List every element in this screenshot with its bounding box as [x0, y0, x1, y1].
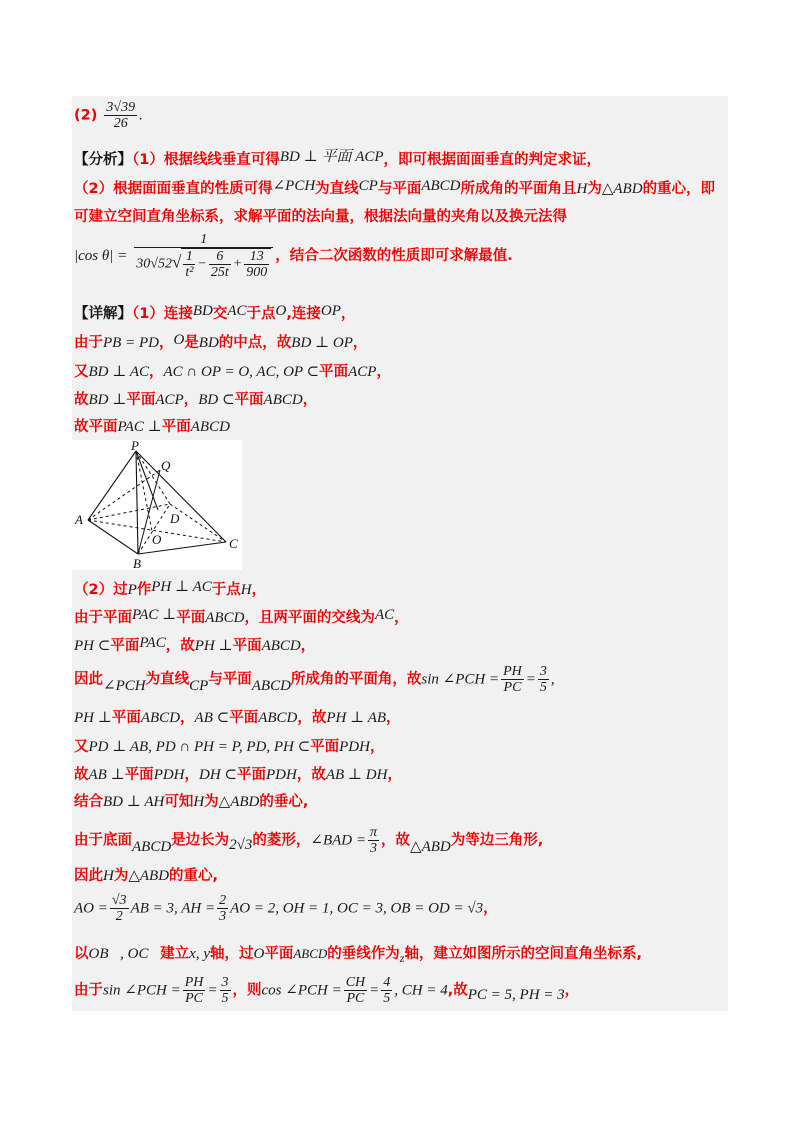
detail-math: cos ∠PCH = — [261, 982, 342, 999]
detail-text: 于点 — [211, 582, 241, 598]
detail-math: 2√3 — [229, 836, 253, 853]
detail-math: PD ⊥ AB, PD ∩ PH = P, PD, PH ⊂ — [88, 739, 311, 755]
detail-math: H — [103, 868, 114, 884]
detail-math: BD ⊥ AH — [103, 794, 165, 810]
detail-math: = — [207, 982, 218, 999]
detail-text: 是 — [184, 335, 199, 351]
detail-text: ， — [394, 610, 409, 626]
fraction-sqrt3-2 — [110, 893, 129, 924]
detail-line-15 — [74, 864, 218, 885]
detail-text: 平面 — [124, 767, 154, 783]
analysis-math: △ABD — [601, 181, 643, 197]
detail-math: = — [525, 671, 536, 688]
analysis-text: 的重心，即 — [642, 181, 716, 197]
formula-fraction — [134, 232, 273, 280]
detail-math: ABCD — [261, 638, 301, 654]
term-den: t² — [185, 265, 194, 280]
detail-math: P — [127, 582, 137, 598]
detail-text: 故 — [74, 392, 89, 408]
detail-math: ∠BAD = — [310, 832, 367, 849]
detail-math: , CH = 4 — [394, 982, 448, 999]
fraction-2-3 — [217, 893, 228, 924]
detail-math: PDH — [339, 739, 370, 755]
analysis-line-2 — [74, 177, 715, 198]
edge-AB — [88, 520, 138, 554]
analysis-text: 与平面 — [377, 181, 422, 197]
detail-math: H — [240, 582, 252, 598]
sqrt-icon: √ — [171, 252, 182, 272]
detail-math: ABCD — [251, 677, 291, 694]
detail-text: ， — [302, 392, 318, 408]
detail-line-4 — [74, 388, 317, 409]
detail-text: 平面 — [310, 739, 340, 755]
detail-math: AB ⊥ DH — [325, 767, 388, 783]
analysis-math: ABCD — [421, 178, 461, 194]
detail-math: PH ⊥ — [194, 638, 233, 654]
formula-radicand — [181, 248, 271, 280]
detail-text: ，故 — [381, 832, 411, 849]
detail-math: AC — [374, 607, 395, 623]
answer-numerator: 3√39 — [106, 100, 136, 115]
label-P: P — [131, 440, 139, 453]
detail-text: ，故 — [297, 710, 327, 726]
detail-math: H — [193, 794, 205, 810]
detail-math: = — [369, 982, 380, 999]
analysis-text: 为 — [587, 181, 602, 197]
detail-math: DH ⊂ — [199, 767, 237, 783]
frac-den: PC — [346, 991, 365, 1006]
detail-text: ， — [158, 335, 174, 351]
detail-math: BD ⊥ AC — [88, 364, 149, 380]
detail-text: 所成角的平面角，故 — [290, 671, 422, 688]
detail-text: 作 — [136, 582, 152, 598]
detail-math: ABCD — [263, 392, 303, 408]
edge-PC — [136, 451, 226, 542]
detail-text: 因此 — [74, 671, 103, 688]
detail-text: 由于 — [74, 335, 103, 351]
detail-math: AO = 2, OH = 1, OC = 3, OB = OD = √3 — [230, 900, 484, 917]
frac-num: √3 — [111, 893, 127, 908]
detail-text: 平面 — [126, 392, 156, 408]
analysis-text: ，结合二次函数的性质即可求解最值. — [275, 248, 513, 264]
pyramid-figure — [72, 440, 242, 570]
detail-text: ， — [251, 582, 267, 598]
detail-math: AC ∩ OP = O, AC, OP ⊂ — [163, 364, 320, 380]
detail-line-8 — [74, 634, 315, 655]
detail-math: ACP — [348, 364, 377, 380]
detail-text: 平面 — [234, 392, 264, 408]
detail-text: 因此 — [74, 868, 103, 884]
frac-num: 3 — [221, 975, 229, 990]
detail-math: AB ⊂ — [194, 710, 230, 726]
frac-den: 3 — [219, 909, 227, 924]
detail-math: ACP — [155, 392, 184, 408]
detail-text: 的重心, — [169, 868, 219, 884]
formula-lhs: |cos θ| = — [74, 248, 128, 264]
detail-text: 建立 — [160, 946, 190, 962]
detail-line-3 — [74, 360, 391, 381]
answer-denominator: 26 — [113, 116, 128, 131]
detail-math: ABCD — [258, 710, 298, 726]
label-A: A — [75, 512, 83, 527]
analysis-text: 所成角的平面角且 — [460, 181, 577, 197]
detail-text: （1）连接 — [132, 306, 193, 322]
detail-math: BD ⊂ — [198, 392, 235, 408]
detail-line-16 — [74, 893, 498, 924]
frac-den: 5 — [539, 680, 547, 695]
detail-text: ， — [369, 739, 385, 755]
detail-text: 平面 — [229, 710, 259, 726]
detail-text: 平面 — [111, 710, 141, 726]
frac-num: 4 — [383, 975, 391, 990]
pyramid-diagram — [72, 440, 242, 570]
detail-math: ABCD — [132, 838, 172, 855]
analysis-text: （2）根据面面垂直的性质可得 — [74, 181, 273, 197]
detail-text: 的垂线作为 — [327, 946, 400, 962]
detail-text: 为直线 — [145, 671, 190, 688]
detail-math: , — [550, 671, 555, 688]
detail-text: ， — [184, 767, 200, 783]
analysis-text: 为直线 — [315, 181, 359, 197]
detail-line-10 — [74, 706, 401, 727]
term-den: 25t — [210, 265, 229, 280]
detail-text: 由于 — [74, 982, 103, 999]
detail-text: 为 — [113, 868, 129, 884]
frac-den: 5 — [221, 991, 229, 1006]
detail-text: 由于平面 — [74, 610, 132, 626]
formula-term-1 — [183, 249, 195, 280]
detail-math: PH ⊥ — [74, 710, 112, 726]
detail-text: 由于底面 — [74, 832, 132, 849]
frac-num: PH — [184, 975, 204, 990]
term-sign: + — [232, 256, 243, 272]
frac-den: 2 — [115, 909, 123, 924]
detail-math: ABCD — [190, 419, 230, 435]
label-Q: Q — [161, 458, 171, 473]
analysis-math: BD ⊥ 平面 ACP — [279, 149, 384, 165]
detail-line-17 — [74, 942, 642, 963]
detail-text: ， — [183, 392, 199, 408]
detail-text: ,故 — [447, 982, 468, 999]
detail-math: AO = — [74, 900, 108, 917]
detail-math: CP — [189, 677, 209, 694]
detail-text: 故平面 — [74, 419, 118, 435]
detail-line-13 — [74, 790, 308, 811]
analysis-math: CP — [358, 178, 378, 194]
frac-num: PH — [503, 664, 522, 679]
detail-text: 平面 — [232, 638, 262, 654]
formula-numerator: 1 — [134, 232, 273, 248]
detail-math: ∠PCH — [103, 677, 146, 694]
detail-line-6 — [74, 578, 266, 599]
frac-num: 3 — [539, 664, 547, 679]
label-B: B — [133, 556, 141, 570]
detail-text: 平面 — [319, 364, 349, 380]
analysis-math: ∠PCH — [272, 178, 316, 194]
label-D: D — [170, 511, 180, 526]
detail-math: BD — [198, 335, 219, 351]
detail-text: 的中点，故 — [218, 335, 292, 351]
answer-label: (2) — [74, 107, 98, 124]
detail-math: ABCD — [293, 946, 328, 961]
detail-math: x, y — [189, 946, 210, 962]
fraction-4-5 — [381, 975, 392, 1006]
detail-text: ，且两平面的交线为 — [244, 610, 375, 626]
detail-math: BD — [192, 303, 213, 319]
detail-math: sin ∠PCH = — [421, 671, 500, 688]
detail-text: 结合 — [74, 794, 103, 810]
edge-PA — [88, 451, 136, 520]
detail-line-11 — [74, 735, 384, 756]
detail-math: △ABD — [218, 794, 260, 810]
label-O: O — [152, 532, 162, 547]
detail-math: O — [275, 303, 287, 319]
fraction-PH-PC — [501, 664, 524, 695]
frac-den: 5 — [383, 991, 391, 1006]
detail-text: ，则 — [232, 982, 262, 999]
detail-math: △ABD — [128, 868, 170, 884]
detail-math: sin ∠PCH = — [103, 982, 181, 999]
detail-text: 是边长为 — [171, 832, 230, 849]
detail-line-14 — [74, 825, 543, 856]
detail-text: 又 — [74, 364, 89, 380]
detail-math: PH ⊂ — [74, 638, 111, 654]
detail-text: 于点 — [246, 306, 276, 322]
term-num: 6 — [209, 249, 231, 265]
detail-text: 轴，过 — [210, 946, 254, 962]
detail-line-18 — [74, 975, 579, 1006]
detail-text: ,连接 — [286, 306, 321, 322]
detail-text: 又 — [74, 739, 89, 755]
formula-term-2 — [209, 249, 231, 280]
answer-fraction — [104, 100, 137, 131]
detail-text: ， — [564, 982, 580, 999]
detail-text: ，故 — [165, 638, 195, 654]
detail-math: △ABD — [410, 838, 451, 855]
frac-den: PC — [185, 991, 203, 1006]
detail-text: ， — [180, 710, 195, 726]
detail-line-1 — [74, 302, 355, 323]
detail-text: 轴，建立如图所示的空间直角坐标系, — [404, 946, 642, 962]
frac-num: 2 — [219, 893, 227, 908]
detail-line-9 — [74, 664, 555, 695]
detail-math: AB ⊥ — [88, 767, 125, 783]
frac-den: 3 — [370, 841, 378, 856]
edge-PQ-D — [136, 451, 158, 510]
detail-text: 可知 — [164, 794, 194, 810]
detail-math: O — [253, 946, 265, 962]
detail-text: 故 — [74, 767, 89, 783]
detail-math: PAC ⊥ — [132, 607, 177, 623]
detail-line-7 — [74, 606, 409, 627]
formula-coefficient: 30√52 — [136, 256, 172, 272]
frac-num: π — [370, 825, 378, 840]
analysis-cos-formula — [74, 232, 513, 280]
detail-text: （2）过 — [74, 582, 128, 598]
fraction-PH-PC — [183, 975, 206, 1006]
detail-text: ，故 — [296, 767, 326, 783]
detail-text: ， — [340, 306, 356, 322]
detail-math: OB⃗, OC⃗ — [88, 946, 161, 962]
detail-math: PB = PD — [103, 335, 159, 351]
detail-text: 平面 — [264, 946, 294, 962]
detail-math: ABCD — [205, 610, 245, 626]
detail-text: ， — [149, 364, 164, 380]
detail-math: O — [173, 332, 185, 348]
detail-text: 平面 — [237, 767, 266, 783]
detail-math: ABCD — [140, 710, 181, 726]
fraction-3-5 — [538, 664, 549, 695]
detail-text: 为 — [204, 794, 219, 810]
detail-text: 平面 — [110, 638, 140, 654]
term-den: 900 — [246, 265, 268, 280]
term-sign: − — [197, 256, 207, 272]
formula-term-3 — [244, 249, 269, 280]
detail-math: AB = 3, AH = — [130, 900, 216, 917]
analysis-line-1 — [74, 148, 601, 169]
analysis-tag: 【分析】 — [74, 152, 132, 168]
detail-math: PDH — [266, 767, 297, 783]
label-C: C — [229, 536, 238, 551]
detail-text: ， — [386, 710, 401, 726]
detail-math: PH ⊥ AB — [326, 710, 387, 726]
detail-text: 平面 — [176, 610, 206, 626]
detail-math: PAC ⊥ — [117, 419, 162, 435]
analysis-text: 可建立空间直角坐标系，求解平面的法向量，根据法向量的夹角以及换元法得 — [74, 209, 567, 225]
analysis-text: （1）根据线线垂直可得 — [132, 152, 280, 168]
detail-math: PC = 5, PH = 3 — [467, 986, 565, 1003]
detail-line-12 — [74, 763, 402, 784]
fraction-pi-3 — [368, 825, 379, 856]
detail-line-5 — [74, 415, 230, 436]
detail-text: 交 — [212, 306, 228, 322]
detail-math: AC — [227, 303, 247, 319]
detail-text: ， — [300, 638, 316, 654]
detail-text: 为等边三角形, — [450, 832, 544, 849]
detail-math: PAC — [139, 635, 166, 651]
detail-math: PDH — [153, 767, 185, 783]
detail-text: ， — [352, 335, 368, 351]
detail-line-2 — [74, 331, 367, 352]
fraction-3-5 — [220, 975, 231, 1006]
analysis-math: H — [576, 181, 588, 197]
detail-math: BD ⊥ OP — [291, 335, 353, 351]
answer-part-2 — [74, 100, 143, 131]
frac-den: PC — [503, 680, 522, 695]
edge-PB — [136, 451, 138, 554]
term-num: 1 — [183, 249, 195, 265]
detail-text: ， — [376, 364, 391, 380]
detail-text: 的菱形， — [252, 832, 311, 849]
answer-period: . — [139, 107, 143, 124]
formula-denominator — [134, 248, 273, 280]
frac-num: CH — [345, 975, 366, 990]
detail-text: ， — [387, 767, 402, 783]
detail-math: z — [399, 951, 405, 965]
term-num: 13 — [244, 249, 269, 265]
detail-text: ， — [483, 900, 498, 917]
analysis-line-3 — [74, 205, 567, 226]
detail-math: PH ⊥ AC — [151, 579, 212, 595]
analysis-text: ，即可根据面面垂直的判定求证， — [383, 152, 602, 168]
detail-text: 平面 — [161, 419, 191, 435]
detail-tag: 【详解】 — [74, 306, 132, 322]
detail-text: 的垂心, — [259, 794, 309, 810]
detail-math: BD ⊥ — [88, 392, 127, 408]
detail-text: 与平面 — [208, 671, 252, 688]
fraction-CH-PC — [344, 975, 367, 1006]
detail-text: 以 — [74, 946, 89, 962]
detail-math: OP — [320, 303, 341, 319]
